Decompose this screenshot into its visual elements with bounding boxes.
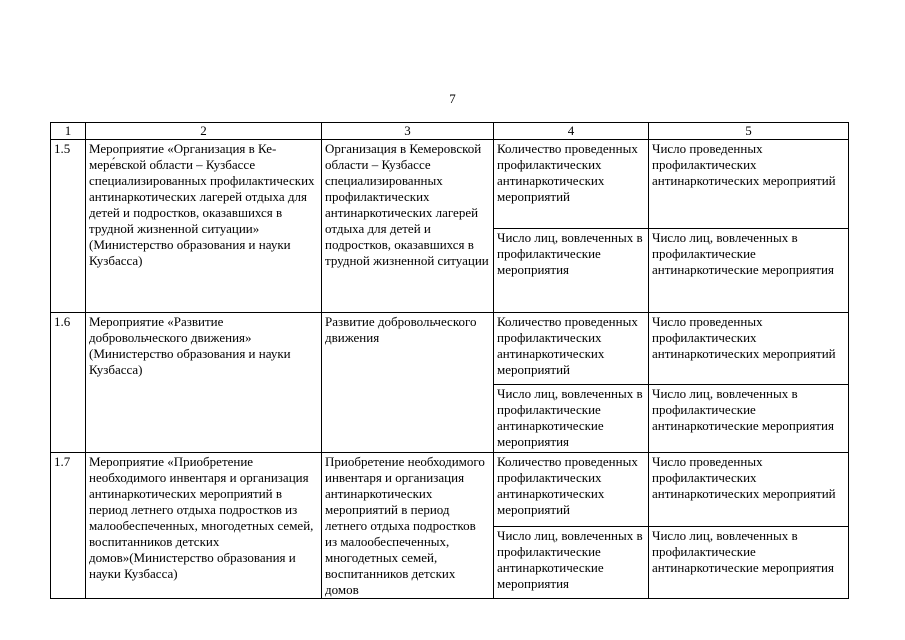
row-number: 1.6 xyxy=(51,313,86,453)
column-header: 4 xyxy=(494,123,649,140)
indicator-definition-cell: Число проведенных профилактических антинаркотических мероприятий xyxy=(649,453,849,527)
row-number: 1.5 xyxy=(51,140,86,313)
activities-table xyxy=(50,122,849,599)
task-cell: Приобретение необходимого инвентаря и организация антинаркотических мероприятий в период летнего отдыха подростков из малообеспеченных, многодетных семей, воспитанников детских домов xyxy=(322,453,494,599)
page-number: 7 xyxy=(449,91,456,106)
table-row xyxy=(51,140,849,229)
indicator-definition-cell: Число лиц, вовлеченных в профилактические антинаркотические мероприятия xyxy=(649,527,849,599)
column-header: 1 xyxy=(51,123,86,140)
indicator-definition-cell: Число проведенных профилактических антинаркотических мероприятий xyxy=(649,140,849,229)
task-cell: Организация в Кемеровской области – Кузбассе специализированных профилактических антинаркотических лагерей отдыха для детей и подростков, оказавшихся в трудной жизненной ситуации xyxy=(322,140,494,313)
indicator-name-cell: Число лиц, вовлеченных в профилактические антинаркотические мероприятия xyxy=(494,527,649,599)
table-row xyxy=(51,453,849,527)
column-header: 5 xyxy=(649,123,849,140)
table-header-row xyxy=(51,123,849,140)
measure-cell: Мероприятие «Развитие добровольческого движения» (Министерство образования и науки Кузбасса) xyxy=(86,313,322,453)
indicator-name-cell: Количество проведенных профилактических антинаркотических мероприятий xyxy=(494,313,649,385)
indicator-name-cell: Количество проведенных профилактических антинаркотических мероприятий xyxy=(494,140,649,229)
row-number: 1.7 xyxy=(51,453,86,599)
measure-cell: Мероприятие «Организация в Ке-мере́вской области – Кузбассе специализированных профилактических антинаркотических лагерей отдыха для детей и подростков, оказавшихся в трудной жизненной ситуации» (Министерство образования и науки Кузбасса) xyxy=(86,140,322,313)
indicator-definition-cell: Число проведенных профилактических антинаркотических мероприятий xyxy=(649,313,849,385)
table-row xyxy=(51,313,849,385)
task-cell: Развитие добровольческого движения xyxy=(322,313,494,453)
column-header: 3 xyxy=(322,123,494,140)
measure-cell: Мероприятие «Приобретение необходимого инвентаря и организация антинаркотических мероприятий в период летнего отдыха подростков из малообеспеченных, многодетных семей, воспитанников детских домов»(Министерство образования и науки Кузбасса) xyxy=(86,453,322,599)
indicator-definition-cell: Число лиц, вовлеченных в профилактические антинаркотические мероприятия xyxy=(649,385,849,453)
indicator-name-cell: Число лиц, вовлеченных в профилактические мероприятия xyxy=(494,229,649,313)
indicator-name-cell: Число лиц, вовлеченных в профилактические антинаркотические мероприятия xyxy=(494,385,649,453)
indicator-definition-cell: Число лиц, вовлеченных в профилактические антинаркотические мероприятия xyxy=(649,229,849,313)
column-header: 2 xyxy=(86,123,322,140)
indicator-name-cell: Количество проведенных профилактических антинаркотических мероприятий xyxy=(494,453,649,527)
